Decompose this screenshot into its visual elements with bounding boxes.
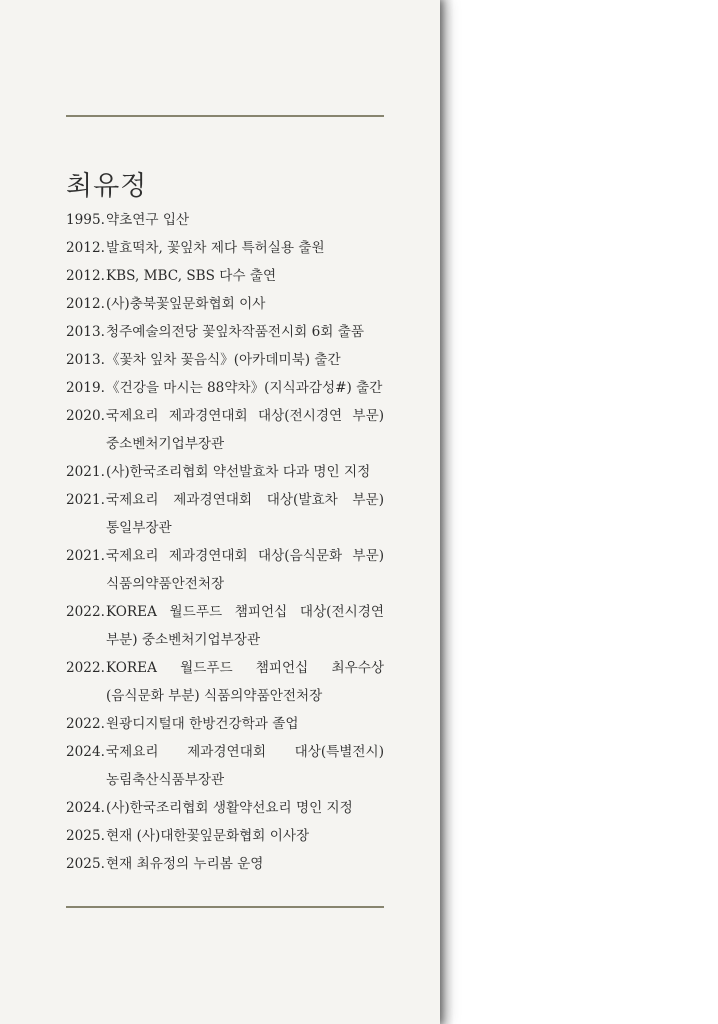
career-item (66, 710, 384, 738)
career-year: 2021. (66, 464, 105, 480)
career-item (66, 318, 384, 346)
career-text: 현재 (사)대한꽃잎문화협회 이사장 (106, 828, 310, 844)
career-text: 국제요리 제과경연대회 대상(특별전시) 농림축산식품부장관 (106, 744, 384, 788)
career-year: 2012. (66, 268, 105, 284)
career-year: 2013. (66, 324, 105, 340)
career-item (66, 262, 384, 290)
career-year: 2020. (66, 408, 105, 424)
career-text: KOREA 월드푸드 챔피언십 대상(전시경연 부분) 중소벤처기업부장관 (106, 604, 384, 648)
career-item (66, 374, 384, 402)
top-divider (66, 115, 384, 117)
career-year: 2021. (66, 548, 105, 564)
career-text: 국제요리 제과경연대회 대상(발효차 부문) 통일부장관 (106, 492, 384, 536)
career-year: 2012. (66, 296, 105, 312)
career-text: 현재 최유정의 누리봄 운영 (106, 856, 264, 872)
career-item (66, 794, 384, 822)
career-text: 청주예술의전당 꽃잎차작품전시회 6회 출품 (106, 324, 364, 340)
career-year: 2025. (66, 856, 105, 872)
career-item (66, 206, 384, 234)
career-item (66, 234, 384, 262)
career-text: KBS, MBC, SBS 다수 출연 (106, 268, 277, 284)
career-text: 약초연구 입산 (106, 212, 190, 228)
career-item (66, 850, 384, 878)
career-item (66, 542, 384, 598)
career-item (66, 738, 384, 794)
career-year: 1995. (66, 212, 105, 228)
career-item (66, 486, 384, 542)
career-year: 2022. (66, 604, 105, 620)
career-year: 2019. (66, 380, 105, 396)
career-text: 《건강을 마시는 88약차》(지식과감성#) 출간 (106, 380, 383, 396)
career-year: 2024. (66, 744, 105, 760)
career-list (66, 206, 384, 878)
career-text: 《꽃차 잎차 꽃음식》(아카데미북) 출간 (106, 352, 341, 368)
bottom-divider (66, 906, 384, 908)
career-text: (사)충북꽃잎문화협회 이사 (106, 296, 266, 312)
career-text: 국제요리 제과경연대회 대상(전시경연 부문) 중소벤처기업부장관 (106, 408, 384, 452)
career-year: 2022. (66, 716, 105, 732)
career-text: KOREA 월드푸드 챔피언십 최우수상(음식문화 부분) 식품의약품안전처장 (106, 660, 384, 704)
career-text: 국제요리 제과경연대회 대상(음식문화 부문) 식품의약품안전처장 (106, 548, 384, 592)
career-year: 2024. (66, 800, 105, 816)
career-item (66, 822, 384, 850)
page-fold-shadow (440, 0, 454, 1024)
right-page (440, 0, 718, 1024)
career-year: 2022. (66, 660, 105, 676)
career-item (66, 598, 384, 654)
career-item (66, 346, 384, 374)
career-item (66, 458, 384, 486)
career-text: (사)한국조리협회 약선발효차 다과 명인 지정 (106, 464, 371, 480)
career-item (66, 290, 384, 318)
career-item (66, 654, 384, 710)
career-text: 발효떡차, 꽃잎차 제다 특허실용 출원 (106, 240, 325, 256)
career-text: 원광디지털대 한방건강학과 졸업 (106, 716, 299, 732)
career-item (66, 402, 384, 458)
career-year: 2013. (66, 352, 105, 368)
career-text: (사)한국조리협회 생활약선요리 명인 지정 (106, 800, 353, 816)
career-year: 2025. (66, 828, 105, 844)
career-year: 2012. (66, 240, 105, 256)
author-name: 최유정 (66, 171, 148, 203)
career-year: 2021. (66, 492, 105, 508)
